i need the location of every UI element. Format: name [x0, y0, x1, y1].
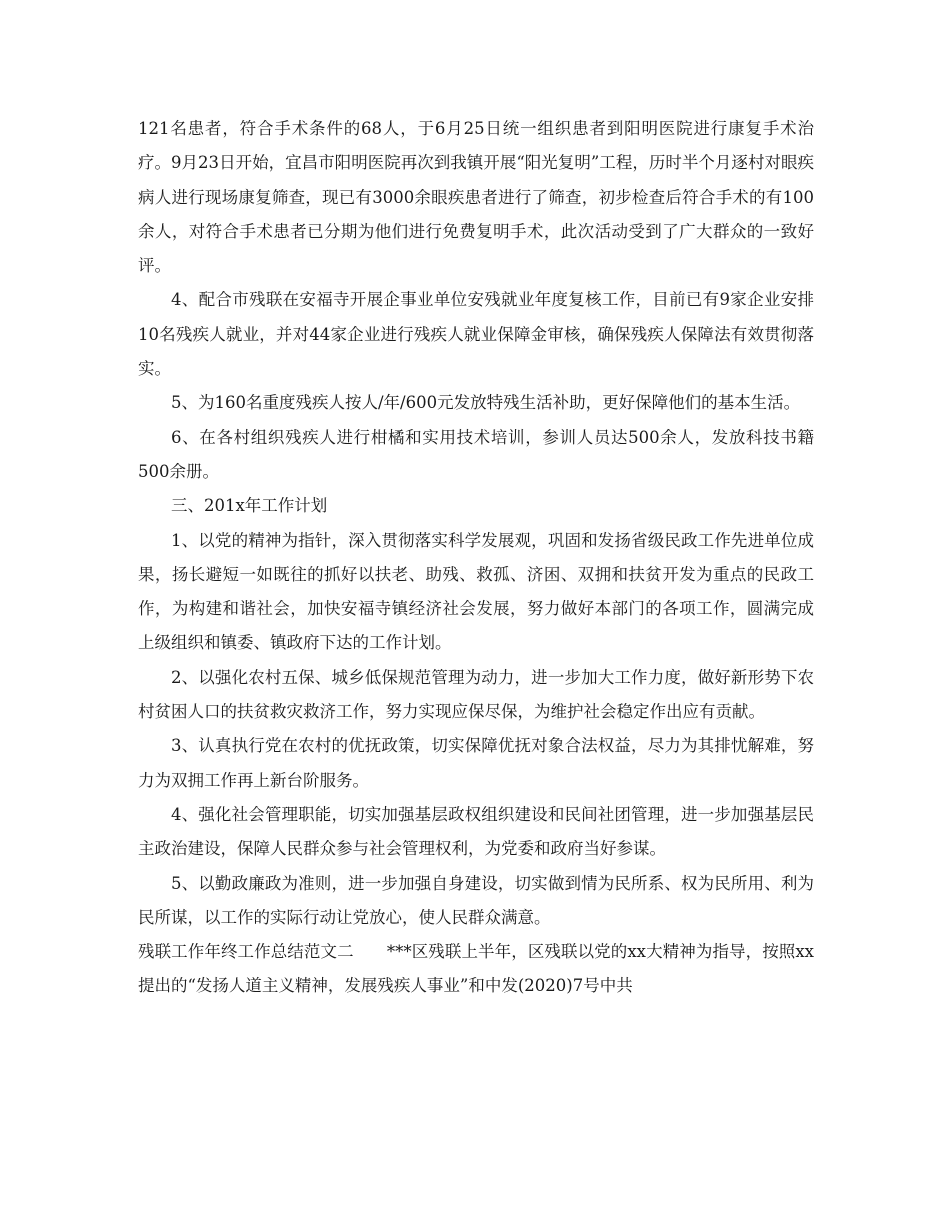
plan-item-3: 3、认真执行党在农村的优抚政策，切实保障优抚对象合法权益，尽力为其排忧解难，努力为双拥工作再上新台阶服务。 [138, 736, 814, 790]
paragraph-eye-surgery: 121名患者，符合手术条件的68人，于6月25日统一组织患者到阳明医院进行康复手术治疗。9月23日开始，宜昌市阳明医院再次到我镇开展“阳光复明”工程，历时半个月逐村对眼疾病人进行现场康复筛查，现已有3000余眼疾患者进行了筛查，初步检查后符合手术的有100余人，对符合手术患者已分期为他们进行免费复明手术，此次活动受到了广大群众的一致好评。 [138, 119, 814, 276]
plan-item-5: 5、以勤政廉政为准则，进一步加强自身建设，切实做到情为民所系、权为民所用、利为民所谋，以工作的实际行动让党放心，使人民群众满意。 [138, 873, 814, 927]
plan-item-1: 1、以党的精神为指针，深入贯彻落实科学发展观，巩固和发扬省级民政工作先进单位成果，扬长避短一如既往的抓好以扶老、助残、救孤、济困、双拥和扶贫开发为重点的民政工作，为构建和谐社会，加快安福寺镇经济社会发展，努力做好本部门的各项工作，圆满完成上级组织和镇委、镇政府下达的工作计划。 [138, 530, 814, 653]
section-heading-work-plan: 三、201x年工作计划 [171, 496, 328, 516]
plan-item-4: 4、强化社会管理职能，切实加强基层政权组织建设和民间社团管理，进一步加强基层民主政治建设，保障人民群众参与社会管理权利，为党委和政府当好参谋。 [138, 804, 814, 859]
plan-item-2: 2、以强化农村五保、城乡低保规范管理为动力，进一步加大工作力度，做好新形势下农村贫困人口的扶贫救灾救济工作，努力实现应保尽保，为维护社会稳定作出应有贡献。 [138, 667, 814, 722]
document-body [138, 112, 814, 1004]
paragraph-training: 6、在各村组织残疾人进行柑橘和实用技术培训，参训人员达500余人，发放科技书籍500余册。 [138, 427, 814, 481]
paragraph-living-subsidy: 5、为160名重度残疾人按人/年/600元发放特残生活补助，更好保障他们的基本生活。 [171, 393, 801, 413]
paragraph-employment-review: 4、配合市残联在安福寺开展企事业单位安残就业年度复核工作，目前已有9家企业安排10名残疾人就业，并对44家企业进行残疾人就业保障金审核，确保残疾人保障法有效贯彻落实。 [138, 290, 814, 379]
paragraph-second-sample: 残联工作年终工作总结范文二 ***区残联上半年，区残联以党的xx大精神为指导，按照xx提出的“发扬人道主义精神，发展残疾人事业”和中发(2020)7号中共 [138, 942, 814, 996]
